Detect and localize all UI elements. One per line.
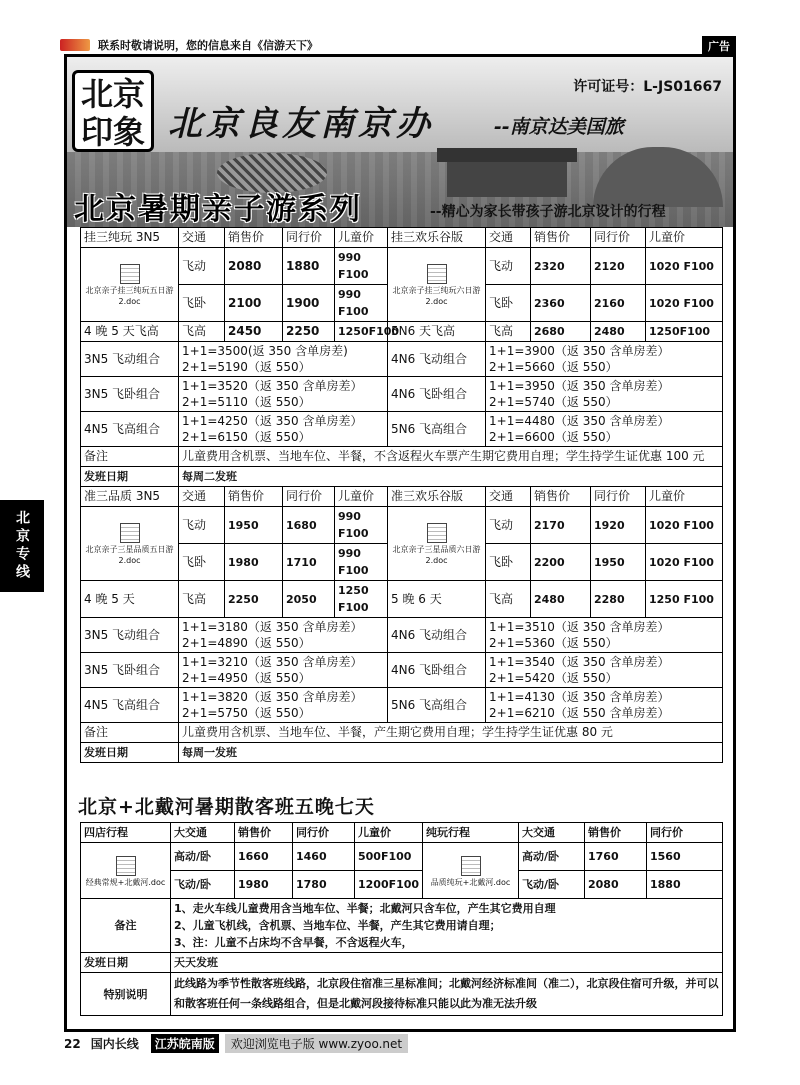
route-cell: 5 晚 6 天 [388,581,486,618]
peer-cell: 2280 [591,581,646,618]
combo-price [486,377,723,412]
special-text: 此线路为季节性散客班线路，北京段住宿准三星标准间；北戴河经济标准间（准二），北京段住宿可升级，并可以和散客班任何一条线路组合，但是北戴河段接待标准只能以此为准无法升级 [171,973,723,1016]
child-cell: 500F100 [355,843,423,871]
peer-cell: 1680 [283,507,335,544]
col-child-right: 儿童价 [646,487,723,507]
table-header-row [81,228,723,248]
route-cell: 5N6 天飞高 [388,322,486,342]
col-sale-right: 销售价 [585,823,647,843]
combo-line: 1+1=3510（返 350 含单房差） [489,620,670,634]
remark-text: 儿童费用含机票、当地车位、半餐，不含返程火车票产生期它费用自理；学生持学生证优惠 100 元 [179,447,723,467]
page-number: 22 [64,1036,81,1051]
table-header-row [81,487,723,507]
combo-line: 1+1=3520（返 350 含单房差） [182,379,363,393]
transport-cell: 飞动 [486,248,531,285]
col-transport-right: 交通 [486,228,531,248]
col-child: 儿童价 [355,823,423,843]
combo-row [81,618,723,653]
child-cell: 1250 F100 [646,581,723,618]
col-transport-right: 大交通 [519,823,585,843]
combo-line: 1+1=4480（返 350 含单房差） [489,414,670,428]
doc-attachment[interactable] [388,248,486,322]
sale-cell: 2080 [585,871,647,899]
col-transport: 交通 [179,487,225,507]
sale-cell: 2680 [531,322,591,342]
combo-line: 2+1=5360（返 550） [489,636,618,650]
child-cell: 1250 F100 [335,581,388,618]
table-row [81,507,723,544]
combo-row [81,377,723,412]
series-title: 北京暑期亲子游系列 [74,192,362,227]
pricing-table-1 [80,227,723,763]
document-icon [427,523,447,543]
combo-line: 1+1=3900（返 350 含单房差） [489,344,670,358]
transport-cell: 飞动 [486,507,531,544]
sale-cell: 1760 [585,843,647,871]
combo-line: 2+1=4890（返 550） [182,636,311,650]
combo-row [81,342,723,377]
combo-label: 3N5 飞卧组合 [81,653,179,688]
child-cell: 1020 F100 [646,248,723,285]
peer-cell: 2120 [591,248,646,285]
agency-subtitle: --南京达美国旅 [494,116,624,138]
sale-cell: 1980 [225,544,283,581]
remark-label: 备注 [81,447,179,467]
route-cell: 4 晚 5 天 [81,581,179,618]
combo-line: 2+1=6210（返 550 含单房差） [489,706,670,720]
sale-cell: 1950 [225,507,283,544]
remark-line: 3、注：儿童不占床均不含早餐，不含返程火车， [174,936,413,949]
sale-cell: 2320 [531,248,591,285]
combo-price [486,412,723,447]
brand-logo [72,70,154,152]
combo-price [486,688,723,723]
peer-cell: 2480 [591,322,646,342]
col-route-right: 纯玩行程 [423,823,519,843]
col-sale-right: 销售价 [531,228,591,248]
combo-price [179,653,388,688]
depart-text: 每周一发班 [179,743,723,763]
col-transport: 交通 [179,228,225,248]
peer-cell: 1460 [293,843,355,871]
transport-cell: 飞卧 [486,285,531,322]
footer-edition: 江苏皖南版 [151,1034,219,1053]
footer-url[interactable]: 欢迎浏览电子版 www.zyoo.net [225,1034,408,1053]
combo-label: 4N6 飞卧组合 [388,377,486,412]
sale-cell: 1980 [235,871,293,899]
child-cell: 990 F100 [335,507,388,544]
col-peer-right: 同行价 [647,823,723,843]
publisher-logo [60,39,90,51]
child-cell: 990 F100 [335,285,388,322]
combo-row [81,412,723,447]
child-cell: 1250F100 [646,322,723,342]
remark-text [171,899,723,953]
combo-price [179,377,388,412]
col-transport: 大交通 [171,823,235,843]
sale-cell: 2360 [531,285,591,322]
transport-cell: 高动/卧 [171,843,235,871]
doc-attachment[interactable] [81,507,179,581]
tiananmen-image [447,162,567,197]
sale-cell: 1660 [235,843,293,871]
transport-cell: 飞动/卧 [171,871,235,899]
peer-cell: 2050 [283,581,335,618]
combo-price [179,688,388,723]
combo-label: 4N6 飞动组合 [388,342,486,377]
col-route-right: 准三欢乐谷版 [388,487,486,507]
peer-cell: 1880 [283,248,335,285]
combo-label: 3N5 飞卧组合 [81,377,179,412]
transport-cell: 飞高 [486,581,531,618]
footer-category: 国内长线 [90,1037,139,1051]
combo-line: 1+1=3500(返 350 含单房差) [182,344,348,358]
combo-row [81,653,723,688]
page-footer [64,1034,408,1053]
sale-cell: 2170 [531,507,591,544]
combo-line: 2+1=5660（返 550） [489,360,618,374]
peer-cell: 1920 [591,507,646,544]
col-sale: 销售价 [225,487,283,507]
depart-label: 发班日期 [81,953,171,973]
col-peer: 同行价 [283,228,335,248]
combo-price [486,653,723,688]
combo-line: 1+1=3180（返 350 含单房差） [182,620,363,634]
combo-label: 4N6 飞卧组合 [388,653,486,688]
doc-attachment[interactable] [81,843,171,899]
combo-label: 3N5 飞动组合 [81,342,179,377]
doc-attachment[interactable] [388,507,486,581]
transport-cell: 飞动 [179,248,225,285]
peer-cell: 1710 [283,544,335,581]
remark-row [81,899,723,953]
col-child: 儿童价 [335,228,388,248]
transport-cell: 飞卧 [486,544,531,581]
table-row [81,843,723,871]
sale-cell: 2200 [531,544,591,581]
remark-row [81,723,723,743]
remark-text: 儿童费用含机票、当地车位、半餐，产生期它费用自理；学生持学生证优惠 80 元 [179,723,723,743]
peer-cell: 1950 [591,544,646,581]
combo-line: 1+1=4130（返 350 含单房差） [489,690,670,704]
document-icon [120,523,140,543]
remark-line: 2、儿童飞机线，含机票、当地车位、半餐，产生其它费用请自理； [174,919,501,932]
sale-cell: 2100 [225,285,283,322]
doc-name: 经典常规+北戴河.doc [85,877,166,887]
depart-row [81,743,723,763]
series-subtitle: --精心为家长带孩子游北京设计的行程 [430,204,666,220]
top-notice: 联系时敬请说明，您的信息来自《信游天下》 [98,39,318,52]
transport-cell: 飞动/卧 [519,871,585,899]
document-icon [116,856,136,876]
peer-cell: 2250 [283,322,335,342]
depart-text: 天天发班 [171,953,723,973]
peer-cell: 1780 [293,871,355,899]
doc-name: 北京亲子三星品质六日游 2.doc [392,545,481,565]
combo-line: 2+1=6150（返 550） [182,430,311,444]
sale-cell: 2080 [225,248,283,285]
doc-name: 北京亲子三星品质五日游 2.doc [85,545,174,565]
transport-cell: 飞动 [179,507,225,544]
combo-price [486,618,723,653]
agency-name: 北京良友南京办 [168,104,434,144]
col-child-right: 儿童价 [646,228,723,248]
combo-line: 1+1=3820（返 350 含单房差） [182,690,363,704]
side-tab: 北京专线 [0,500,44,592]
combo-row [81,688,723,723]
pricing-table-2 [80,822,723,1016]
remark-row [81,447,723,467]
col-route-right: 挂三欢乐谷版 [388,228,486,248]
col-transport-right: 交通 [486,487,531,507]
doc-name: 品质纯玩+北戴河.doc [430,877,511,887]
col-route: 四店行程 [81,823,171,843]
col-child: 儿童价 [335,487,388,507]
col-sale: 销售价 [235,823,293,843]
child-cell: 990 F100 [335,248,388,285]
combo-label: 5N6 飞高组合 [388,412,486,447]
sale-cell: 2250 [225,581,283,618]
col-route: 挂三纯玩 3N5 [81,228,179,248]
combo-label: 4N5 飞高组合 [81,688,179,723]
combo-label: 4N6 飞动组合 [388,618,486,653]
child-cell: 1020 F100 [646,285,723,322]
combo-label: 4N5 飞高组合 [81,412,179,447]
combo-line: 2+1=5740（返 550） [489,395,618,409]
document-icon [120,264,140,284]
combo-price [486,342,723,377]
depart-row [81,953,723,973]
transport-cell: 飞高 [486,322,531,342]
depart-text: 每周二发班 [179,467,723,487]
child-cell: 990 F100 [335,544,388,581]
child-cell: 1020 F100 [646,507,723,544]
doc-name: 北京亲子挂三纯玩五日游 2.doc [85,286,174,306]
sale-cell: 2480 [531,581,591,618]
combo-line: 2+1=5750（返 550） [182,706,311,720]
child-cell: 1250F100 [335,322,388,342]
combo-line: 2+1=6600（返 550） [489,430,618,444]
table-row [81,581,723,618]
transport-cell: 飞卧 [179,285,225,322]
brand-line1: 北京 [80,75,145,113]
transport-cell: 飞高 [179,322,225,342]
ad-label: 广告 [702,36,736,56]
transport-cell: 飞卧 [179,544,225,581]
doc-name: 北京亲子挂三纯玩六日游 2.doc [392,286,481,306]
license-number: 许可证号：L-JS01667 [573,79,722,95]
sale-cell: 2450 [225,322,283,342]
combo-label: 5N6 飞高组合 [388,688,486,723]
combo-line: 1+1=3210（返 350 含单房差） [182,655,363,669]
table-row [81,248,723,285]
route-cell: 4 晚 5 天飞高 [81,322,179,342]
remark-line: 1、走火车线儿童费用含当地车位、半餐；北戴河只含车位，产生其它费用自理 [174,902,556,915]
combo-line: 2+1=5190（返 550） [182,360,311,374]
combo-line: 1+1=3540（返 350 含单房差） [489,655,670,669]
transport-cell: 飞高 [179,581,225,618]
combo-line: 2+1=5420（返 550） [489,671,618,685]
peer-cell: 1880 [647,871,723,899]
doc-attachment[interactable] [423,843,519,899]
section2-title: 北京+北戴河暑期散客班五晚七天 [78,796,375,818]
col-peer: 同行价 [283,487,335,507]
document-icon [461,856,481,876]
special-row [81,973,723,1016]
peer-cell: 2160 [591,285,646,322]
table-header-row [81,823,723,843]
combo-line: 1+1=3950（返 350 含单房差） [489,379,670,393]
col-peer-right: 同行价 [591,487,646,507]
child-cell: 1020 F100 [646,544,723,581]
combo-line: 2+1=4950（返 550） [182,671,311,685]
child-cell: 1200F100 [355,871,423,899]
depart-row [81,467,723,487]
peer-cell: 1560 [647,843,723,871]
table-row [81,322,723,342]
depart-label: 发班日期 [81,743,179,763]
col-peer: 同行价 [293,823,355,843]
remark-label: 备注 [81,723,179,743]
col-peer-right: 同行价 [591,228,646,248]
col-sale: 销售价 [225,228,283,248]
col-route: 准三品质 3N5 [81,487,179,507]
col-sale-right: 销售价 [531,487,591,507]
combo-line: 1+1=4250（返 350 含单房差） [182,414,363,428]
remark-label: 备注 [81,899,171,953]
top-notice-bar [60,36,736,54]
brand-line2: 印象 [80,113,145,151]
doc-attachment[interactable] [81,248,179,322]
special-label: 特别说明 [81,973,171,1016]
table-row [81,871,723,899]
combo-price [179,412,388,447]
combo-label: 3N5 飞动组合 [81,618,179,653]
combo-line: 2+1=5110（返 550） [182,395,311,409]
peer-cell: 1900 [283,285,335,322]
document-icon [427,264,447,284]
transport-cell: 高动/卧 [519,843,585,871]
combo-price [179,342,388,377]
combo-price [179,618,388,653]
depart-label: 发班日期 [81,467,179,487]
